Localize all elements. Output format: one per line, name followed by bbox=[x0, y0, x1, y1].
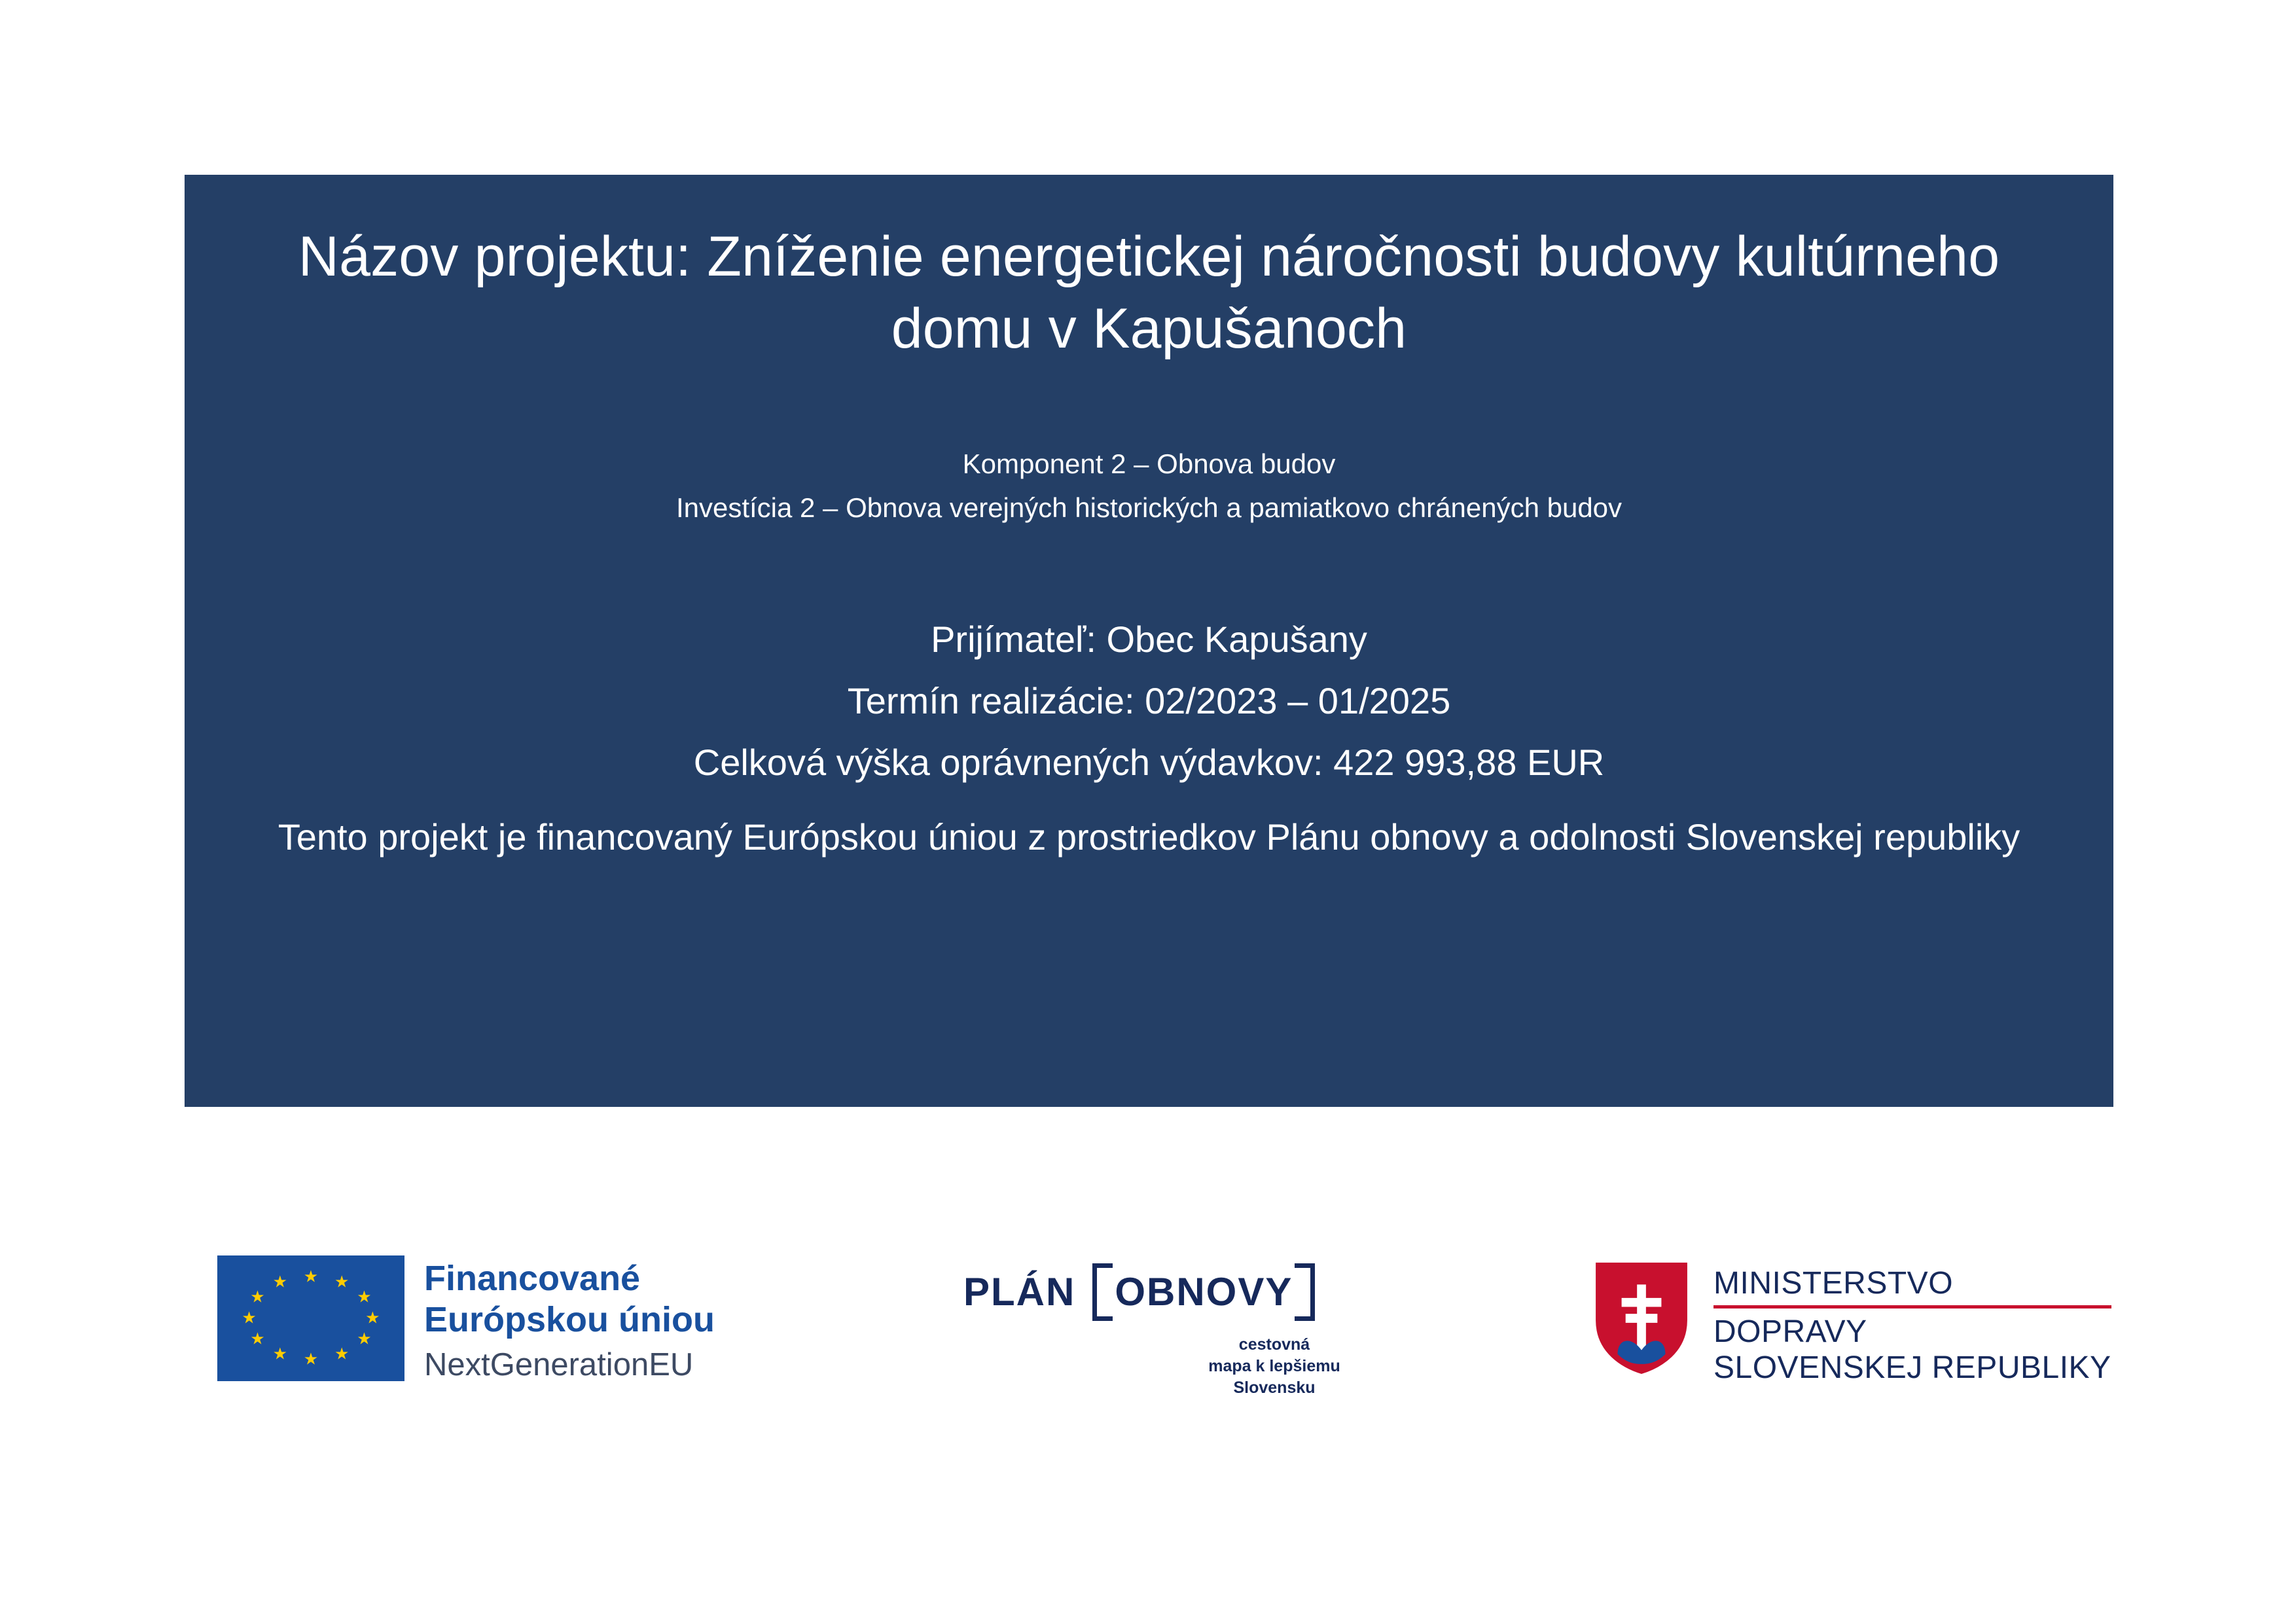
beneficiary-line: Prijímateľ: Obec Kapušany bbox=[931, 618, 1367, 660]
project-details bbox=[211, 609, 2087, 863]
ministry-line-1: MINISTERSTVO bbox=[1713, 1266, 1954, 1301]
eu-logo-line-1: Financované bbox=[424, 1259, 641, 1298]
eu-logo-text bbox=[424, 1255, 715, 1384]
component-block bbox=[211, 442, 2087, 530]
plan-obnovy-word-2: OBNOVY bbox=[1092, 1263, 1315, 1321]
ministry-line-2: DOPRAVY bbox=[1713, 1314, 1867, 1349]
plan-obnovy-tagline-1: cestovná bbox=[1238, 1335, 1310, 1354]
ministry-logo-text bbox=[1713, 1258, 2111, 1386]
logo-row bbox=[185, 1231, 2113, 1466]
plan-obnovy-logo bbox=[963, 1263, 1422, 1399]
component-line-1: Komponent 2 – Obnova budov bbox=[962, 448, 1336, 480]
plan-obnovy-tagline-2: mapa k lepšiemu bbox=[1208, 1357, 1340, 1375]
eu-logo-line-3: NextGenerationEU bbox=[424, 1347, 694, 1383]
eu-logo-line-2: Európskou úniou bbox=[424, 1300, 715, 1340]
eligible-expenditure-line: Celková výška oprávnených výdavkov: 422 993,88 EUR bbox=[693, 741, 1605, 783]
slovak-coat-of-arms-icon bbox=[1592, 1258, 1691, 1379]
project-info-banner bbox=[185, 175, 2113, 1107]
ministry-logo bbox=[1592, 1258, 2111, 1386]
ministry-rule bbox=[1713, 1305, 2111, 1308]
funding-note: Tento projekt je financovaný Európskou úniou z prostriedkov Plánu obnovy a odolnosti Slovenskej republiky bbox=[278, 816, 2020, 857]
plan-obnovy-tagline-3: Slovensku bbox=[1233, 1379, 1316, 1397]
implementation-period-line: Termín realizácie: 02/2023 – 01/2025 bbox=[847, 679, 1451, 721]
eu-flag-icon: ★ ★ ★ ★ ★ ★ ★ ★ ★ ★ ★ ★ bbox=[217, 1255, 404, 1381]
component-line-2: Investícia 2 – Obnova verejných historických a pamiatkovo chránených budov bbox=[675, 492, 1623, 524]
page-title: Názov projektu: Zníženie energetickej náročnosti budovy kultúrneho domu v Kapušanoch bbox=[298, 225, 2000, 361]
ministry-line-3: SLOVENSKEJ REPUBLIKY bbox=[1713, 1350, 2111, 1386]
plan-obnovy-word-1: PLÁN bbox=[963, 1270, 1076, 1314]
plan-obnovy-wordmark bbox=[963, 1263, 1422, 1321]
plan-obnovy-tagline bbox=[963, 1334, 1422, 1399]
eu-funding-logo bbox=[217, 1255, 715, 1384]
